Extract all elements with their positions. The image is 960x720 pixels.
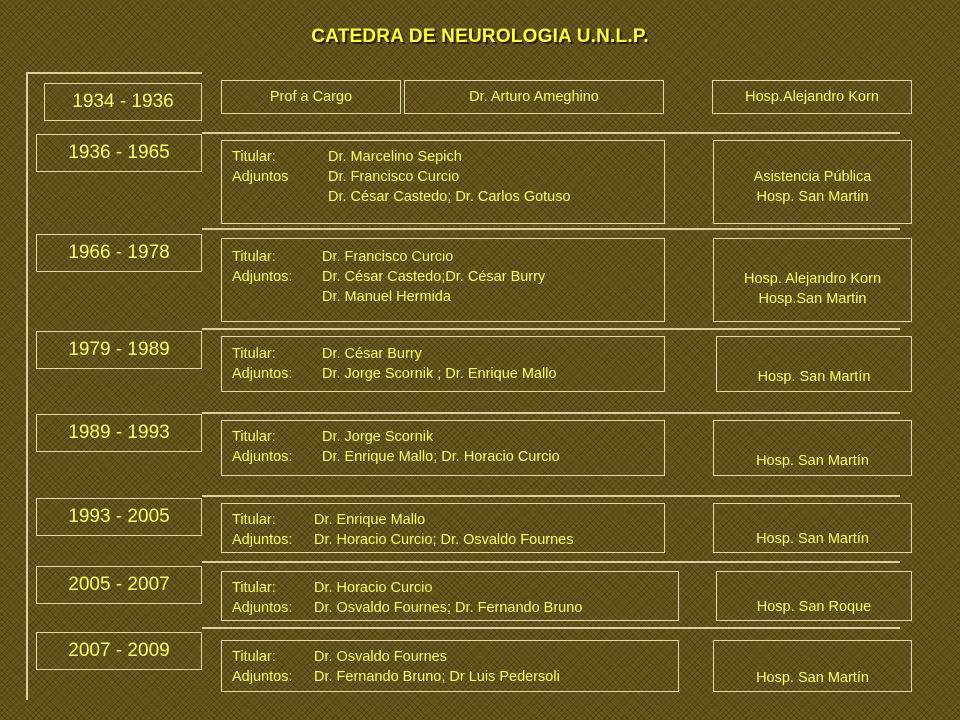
- staff-names: Dr. Enrique Mallo: [314, 512, 426, 528]
- hospital-line: Asistencia Pública: [753, 169, 872, 185]
- staff-line: [232, 447, 664, 467]
- staff-box: [221, 238, 665, 322]
- hospital-line: Hosp. San Roque: [756, 599, 872, 615]
- staff-role: Adjuntos:: [232, 269, 293, 285]
- period-year-box: 1966 - 1978: [36, 234, 202, 272]
- hospital-box: [713, 420, 912, 476]
- period-year-box: 1993 - 2005: [36, 498, 202, 536]
- staff-line: [232, 530, 664, 550]
- staff-role: Adjuntos:: [232, 449, 293, 465]
- staff-role: Titular:: [232, 249, 276, 265]
- staff-line: [232, 364, 664, 384]
- staff-role: Titular:: [232, 149, 276, 165]
- role-box: [221, 80, 401, 114]
- staff-line: [232, 267, 664, 287]
- staff-role: Adjuntos:: [232, 669, 293, 685]
- hospital-box: [713, 140, 912, 224]
- timeline-connector: [202, 561, 900, 563]
- staff-role: Titular:: [232, 346, 276, 362]
- staff-line: [232, 287, 664, 307]
- staff-line: [232, 187, 664, 207]
- staff-box: [221, 140, 665, 224]
- timeline-connector: [202, 627, 900, 629]
- staff-names: Dr. César Castedo;Dr. César Burry: [322, 269, 546, 285]
- staff-line: [232, 510, 664, 530]
- period-1934-1936: 1934 - 1936: [44, 83, 202, 121]
- hospital-line: Hosp. Alejandro Korn: [743, 271, 882, 287]
- staff-names: Dr. Jorge Scornik ; Dr. Enrique Mallo: [322, 366, 557, 382]
- hospital-box: [716, 336, 912, 392]
- period-year-box: 2005 - 2007: [36, 566, 202, 604]
- hospital-line: Hosp. San Martín: [756, 670, 869, 686]
- staff-names: Dr. Francisco Curcio: [328, 169, 460, 185]
- staff-box: [221, 503, 665, 553]
- staff-line: [232, 427, 664, 447]
- hospital-line: Hosp.San Martin: [758, 291, 867, 307]
- staff-role: Titular:: [232, 580, 276, 596]
- staff-role: Adjuntos:: [232, 366, 293, 382]
- timeline-connector: [202, 228, 900, 230]
- hospital-line: Hosp. San Martín: [756, 531, 869, 547]
- staff-line: [232, 344, 664, 364]
- staff-role: Adjuntos:: [232, 532, 293, 548]
- staff-line: [232, 247, 664, 267]
- staff-line: [232, 147, 664, 167]
- hospital-box: [716, 571, 912, 621]
- hospital-box: [713, 503, 912, 553]
- hospital-line: Hosp. San Martín: [757, 369, 871, 385]
- staff-names: Dr. César Castedo; Dr. Carlos Gotuso: [328, 189, 571, 205]
- staff-names: Dr. Horacio Curcio; Dr. Osvaldo Fournes: [314, 532, 574, 548]
- hospital-label: Hosp.Alejandro Korn: [745, 89, 879, 105]
- staff-names: Dr. Enrique Mallo; Dr. Horacio Curcio: [322, 449, 560, 465]
- timeline-connector: [26, 72, 202, 74]
- name-label: Dr. Arturo Ameghino: [469, 89, 599, 105]
- name-box: [404, 80, 664, 114]
- staff-names: Dr. Fernando Bruno; Dr Luis Pedersoli: [314, 669, 560, 685]
- staff-box: [221, 420, 665, 476]
- staff-names: Dr. Horacio Curcio: [314, 580, 433, 596]
- page-title: CATEDRA DE NEUROLOGIA U.N.L.P.: [311, 26, 649, 47]
- staff-names: Dr. Osvaldo Fournes; Dr. Fernando Bruno: [314, 600, 583, 616]
- staff-line: [232, 167, 664, 187]
- period-year-box: 1979 - 1989: [36, 331, 202, 369]
- hospital-box: [713, 640, 912, 692]
- period-year-box: 2007 - 2009: [36, 632, 202, 670]
- hospital-box: [712, 80, 912, 114]
- staff-box: [221, 571, 679, 621]
- staff-box: [221, 336, 665, 392]
- staff-line: [232, 598, 678, 618]
- timeline-connector: [202, 412, 900, 414]
- staff-line: [232, 647, 678, 667]
- staff-role: Adjuntos:: [232, 600, 293, 616]
- hospital-box: [713, 238, 912, 322]
- hospital-line: Hosp. San Martín: [756, 453, 869, 469]
- timeline-connector: [202, 328, 900, 330]
- staff-names: Dr. Jorge Scornik: [322, 429, 434, 445]
- period-year-box: 1989 - 1993: [36, 414, 202, 452]
- staff-role: Adjuntos: [232, 169, 289, 185]
- staff-names: Dr. Manuel Hermida: [322, 289, 451, 305]
- timeline-connector: [202, 132, 900, 134]
- role-label: Prof a Cargo: [269, 89, 353, 105]
- staff-names: Dr. César Burry: [322, 346, 422, 362]
- staff-names: Dr. Marcelino Sepich: [328, 149, 462, 165]
- staff-role: Titular:: [232, 512, 276, 528]
- staff-names: Dr. Osvaldo Fournes: [314, 649, 447, 665]
- staff-role: Titular:: [232, 429, 276, 445]
- staff-box: [221, 640, 679, 692]
- timeline-spine: [26, 72, 28, 700]
- staff-role: Titular:: [232, 649, 276, 665]
- timeline-connector: [202, 495, 900, 497]
- period-year-box: 1936 - 1965: [36, 134, 202, 172]
- staff-line: [232, 667, 678, 687]
- staff-names: Dr. Francisco Curcio: [322, 249, 454, 265]
- staff-line: [232, 578, 678, 598]
- hospital-line: Hosp. San Martin: [756, 189, 869, 205]
